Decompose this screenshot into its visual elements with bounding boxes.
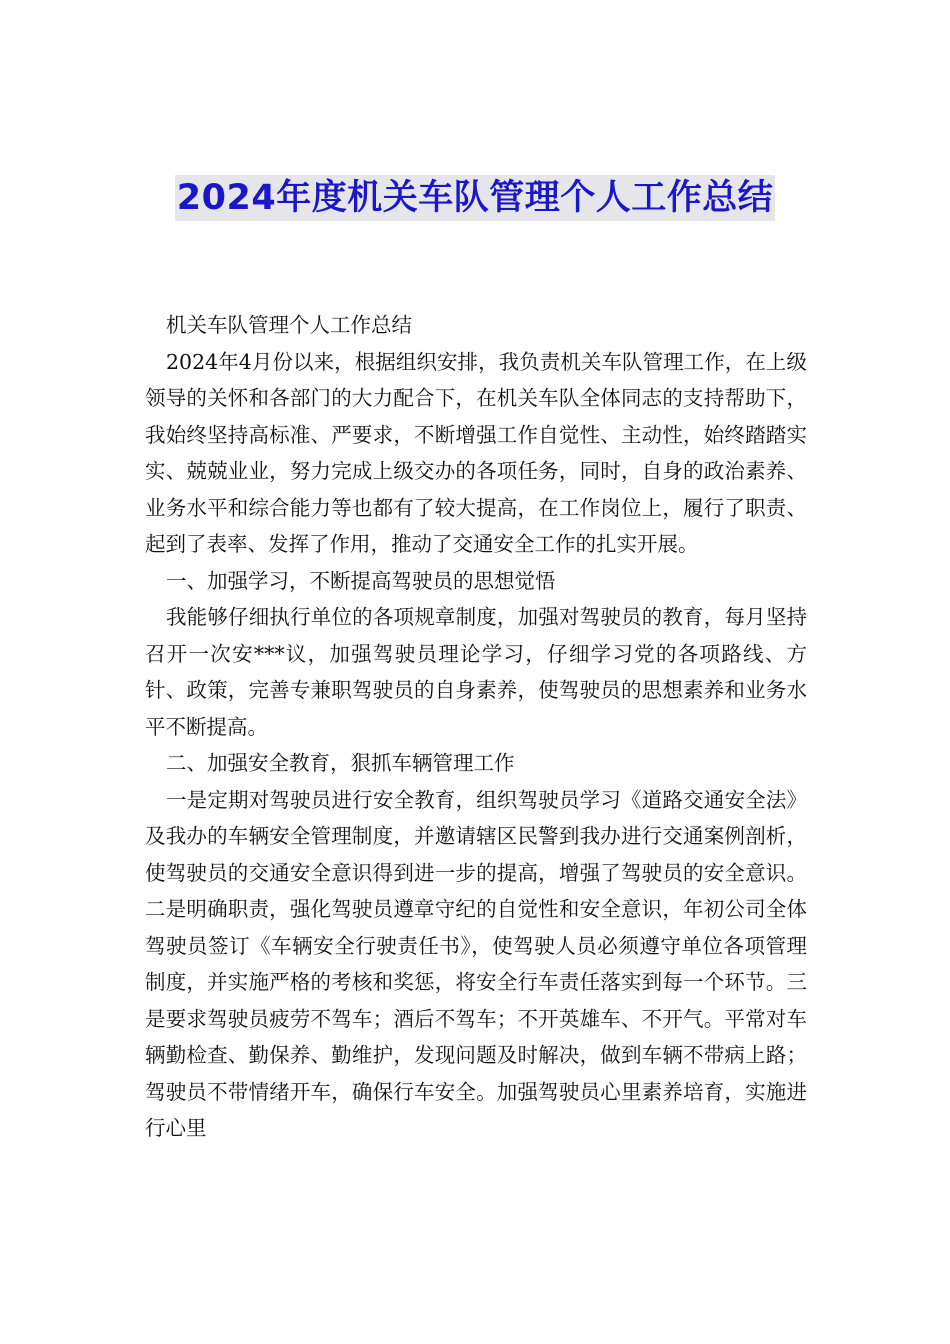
title-container (0, 175, 950, 221)
section-heading: 机关车队管理个人工作总结 (166, 313, 412, 337)
document-title: 2024年度机关车队管理个人工作总结 (175, 175, 775, 221)
section-heading: 二、加强安全教育，狠抓车辆管理工作 (166, 751, 515, 775)
section-heading: 一、加强学习，不断提高驾驶员的思想觉悟 (166, 568, 556, 593)
body-paragraph: 2024年4月份以来，根据组织安排，我负责机关车队管理工作，在上级领导的关怀和各部门的大力配合下，在机关车队全体同志的支持帮助下，我始终坚持高标准、严要求，不断增强工作自觉性、主动性，始终踏踏实实、兢兢业业，努力完成上级交办的各项任务，同时，自身的政治素养、业务水平和综合能力等也都有了较大提高，在工作岗位上，履行了职责、起到了表率、发挥了作用，推动了交通安全工作的扎实开展。 (145, 349, 807, 556)
document-body (145, 307, 807, 1147)
body-paragraph: 一是定期对驾驶员进行安全教育，组织驾驶员学习《道路交通安全法》及我办的车辆安全管理制度，并邀请辖区民警到我办进行交通案例剖析，使驾驶员的交通安全意识得到进一步的提高，增强了驾驶员的安全意识。 二是明确职责，强化驾驶员遵章守纪的自觉性和安全意识，年初公司全体驾驶员签订《车辆安全行驶责任书》，使驾驶人员必须遵守单位各项管理制度，并实施严格的考核和奖惩，将安全行车责任落实到每一个环节。三是要求驾驶员疲劳不驾车；酒后不驾车；不开英雄车、不开气。平常对车辆勤检查、勤保养、勤维护，发现问题及时解决，做到车辆不带病上路；驾驶员不带情绪开车，确保行车安全。加强驾驶员心里素养培育，实施进行心里 (145, 787, 807, 1140)
body-paragraph: 我能够仔细执行单位的各项规章制度，加强对驾驶员的教育，每月坚持召开一次安***议，加强驾驶员理论学习，仔细学习党的各项路线、方针、政策，完善专兼职驾驶员的自身素养，使驾驶员的思想素养和业务水平不断提高。 (145, 605, 807, 739)
